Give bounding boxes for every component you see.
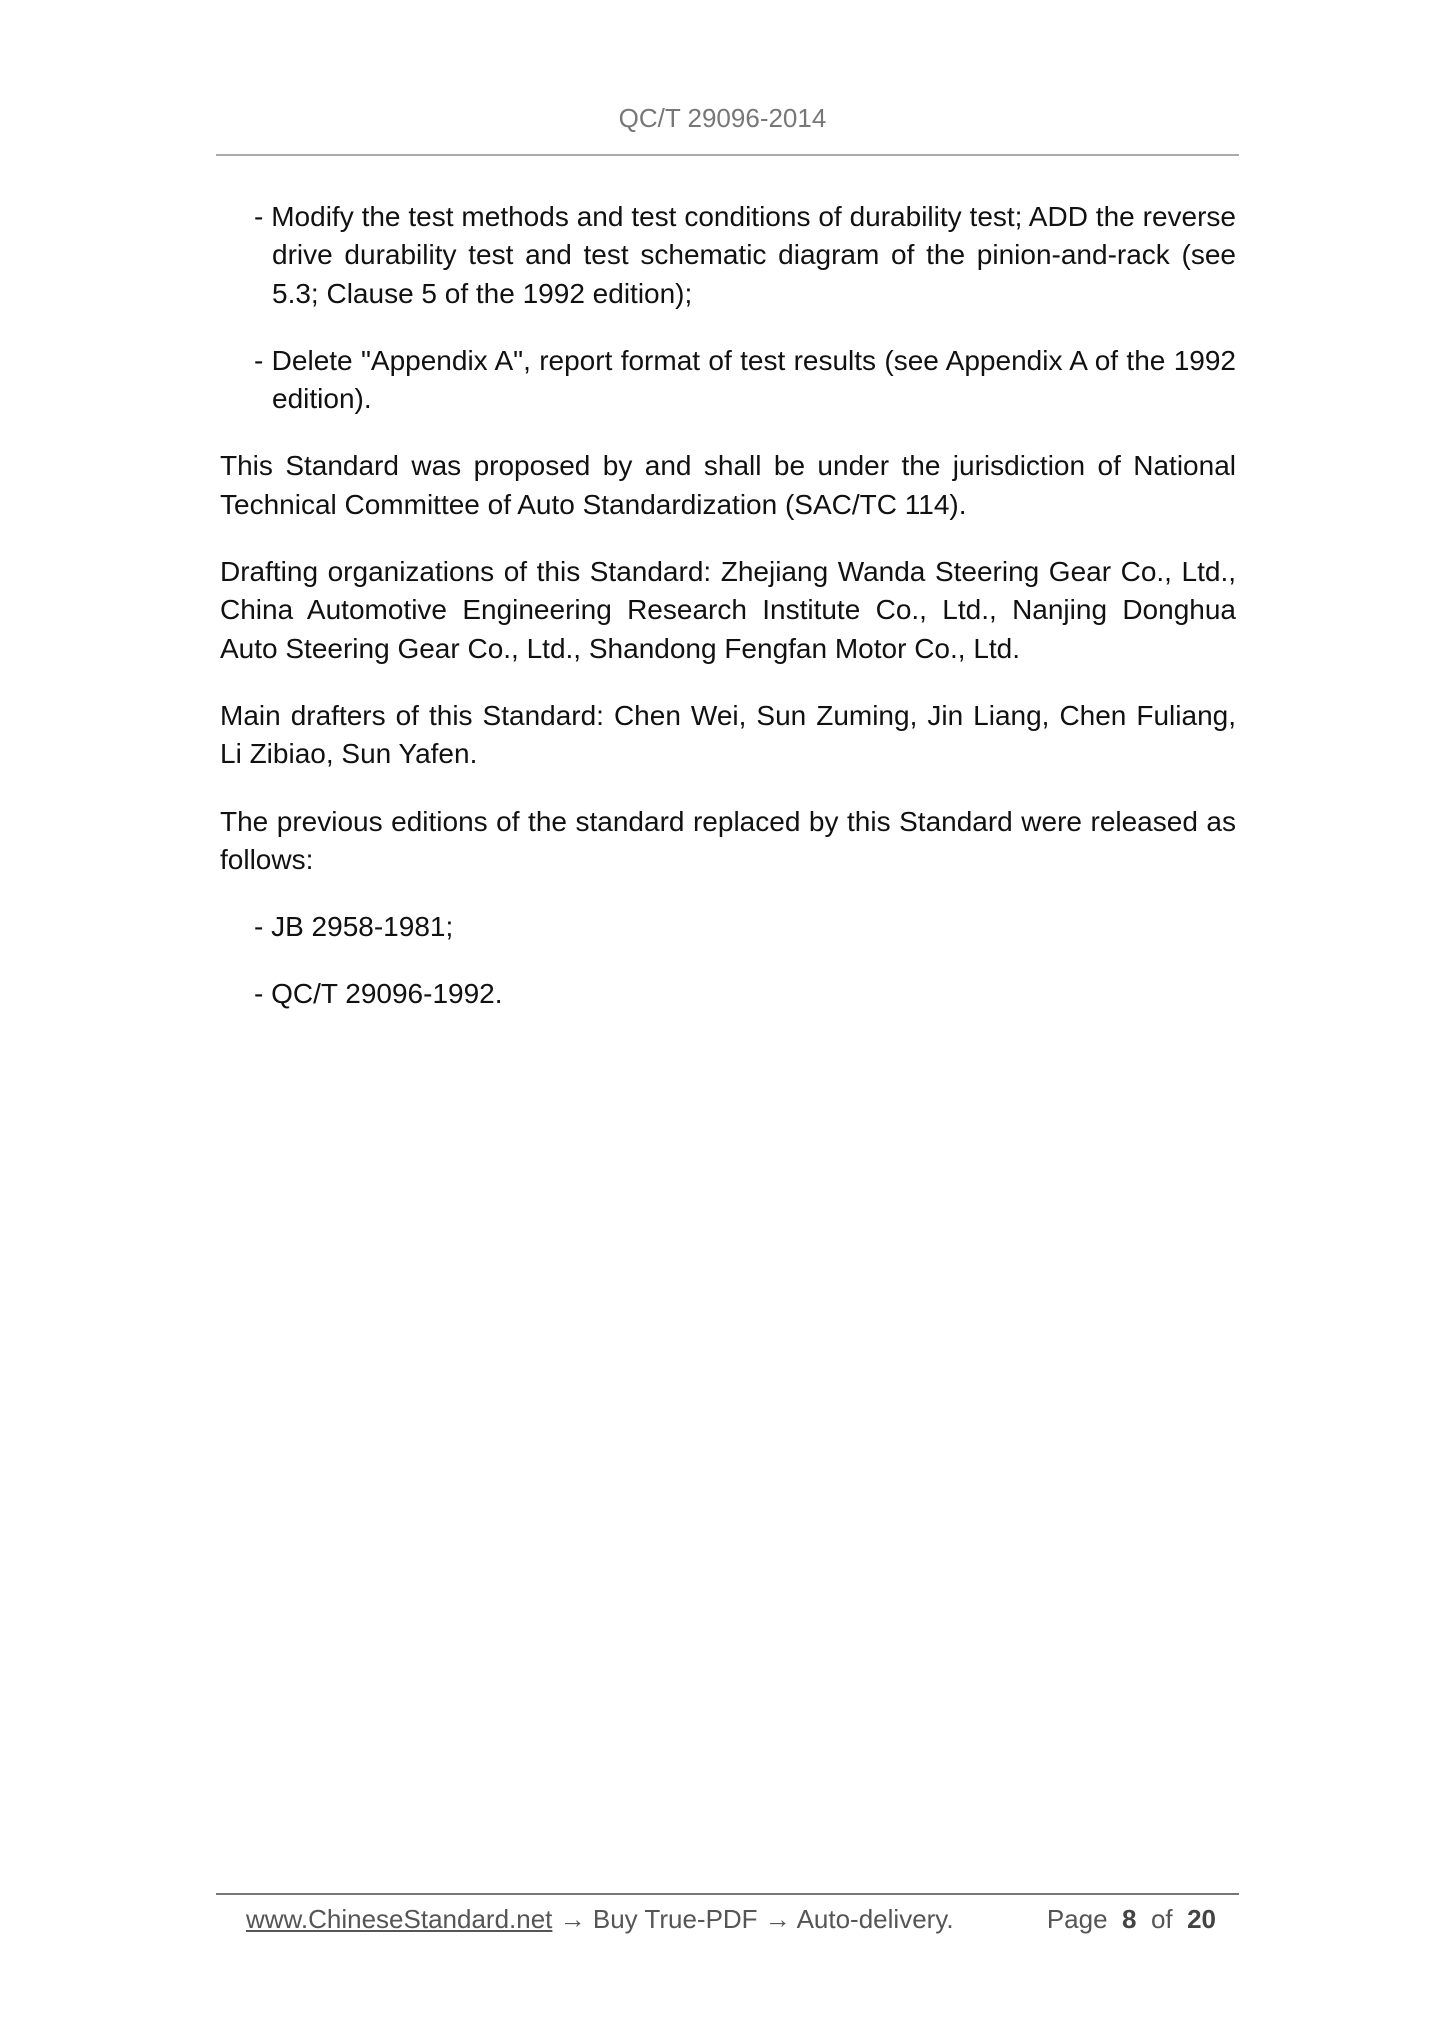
paragraph-jurisdiction: This Standard was proposed by and shall be under the jurisdiction of National Technical Committee of Auto Standardization (SAC/TC 114). xyxy=(220,450,1236,520)
list-item: - Modify the test methods and test conditions of durability test; ADD the reverse drive durability test and test schematic diagram of the pinion-and-rack (see 5.3; Clause 5 of the 1992 edition); xyxy=(254,201,1236,309)
footer xyxy=(246,1904,1216,1935)
page-indicator xyxy=(1047,1904,1216,1935)
paragraph-main-drafters: Main drafters of this Standard: Chen Wei, Sun Zuming, Jin Liang, Chen Fuliang, Li Zibiao, Sun Yafen. xyxy=(220,699,1236,770)
document-body xyxy=(220,198,1236,1043)
of-label: of xyxy=(1150,1904,1173,1934)
page-number: 8 xyxy=(1122,1904,1137,1934)
page-total: 20 xyxy=(1187,1904,1216,1934)
list-item: - JB 2958-1981; xyxy=(254,911,454,943)
list-item: - QC/T 29096-1992. xyxy=(254,978,503,1010)
footer-left xyxy=(246,1904,954,1935)
paragraph-previous-editions: The previous editions of the standard replaced by this Standard were released as follows: xyxy=(220,805,1236,875)
header-doc-id: QC/T 29096-2014 xyxy=(618,103,827,133)
page-label: Page xyxy=(1046,1904,1108,1934)
website-link[interactable]: www.ChineseStandard.net xyxy=(246,1904,553,1934)
footer-tagline: → Buy True-PDF → Auto-delivery. xyxy=(552,1904,954,1934)
paragraph-drafting-organizations: Drafting organizations of this Standard: Zhejiang Wanda Steering Gear Co., Ltd., China Automotive Engineering Research Institute Co., Ltd., Nanjing Donghua Auto Steering Gear Co., Ltd., Shandong Fengfan Motor Co., Ltd. xyxy=(220,556,1236,664)
footer-rule xyxy=(216,1893,1239,1895)
list-item: - Delete "Appendix A", report format of test results (see Appendix A of the 1992 edition). xyxy=(254,344,1236,415)
header-rule xyxy=(216,154,1239,156)
